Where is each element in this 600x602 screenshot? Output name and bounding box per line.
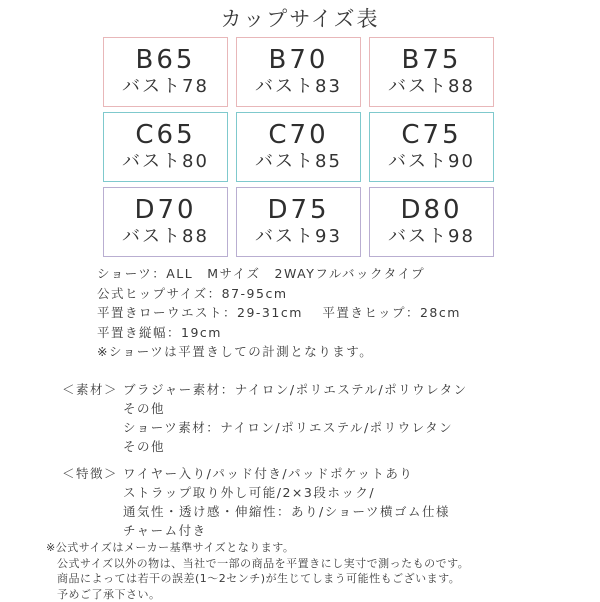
bust-size-label: バスト88 [388, 75, 475, 99]
spec-line: 公式ヒップサイズ：87-95cm [97, 284, 597, 304]
note-line: 公式サイズ以外の物は、当社で一部の商品を平置きにし実寸で測ったものです。 [46, 556, 596, 572]
materials-line: ブラジャー素材：ナイロン/ポリエステル/ポリウレタン [123, 380, 468, 399]
spec-line: ショーツ：ALL Mサイズ 2WAYフルバックタイプ [97, 264, 597, 284]
note-line: 商品によっては若干の誤差(1～2センチ)が生じてしまう可能性もございます。 [46, 571, 596, 587]
features-line: チャーム付き [123, 521, 450, 540]
bust-size-label: バスト98 [388, 225, 475, 249]
cup-size-label: B65 [136, 45, 196, 75]
features-line: ストラップ取り外し可能/2×3段ホック/ [123, 483, 450, 502]
size-cell-b75 [369, 37, 494, 107]
page-title: カップサイズ表 [0, 3, 600, 33]
materials-label: ＜素材＞ [62, 380, 123, 456]
materials-line: その他 [123, 399, 468, 418]
size-cell-b70 [236, 37, 361, 107]
size-cell-c65 [103, 112, 228, 182]
cup-size-chart [103, 37, 494, 257]
features-line: 通気性・透け感・伸縮性：あり/ショーツ横ゴム仕様 [123, 502, 450, 521]
bust-size-label: バスト80 [122, 150, 209, 174]
cup-size-label: C75 [401, 120, 461, 150]
cup-size-label: C70 [268, 120, 328, 150]
bust-size-label: バスト88 [122, 225, 209, 249]
size-cell-d80 [369, 187, 494, 257]
size-cell-c75 [369, 112, 494, 182]
shorts-specs [97, 264, 597, 362]
spec-line: 平置き縦幅：19cm [97, 323, 597, 343]
spec-line: ※ショーツは平置きしての計測となります。 [97, 342, 597, 362]
materials-line: その他 [123, 437, 468, 456]
note-line: ※公式サイズはメーカー基準サイズとなります。 [46, 540, 596, 556]
cup-size-label: D80 [400, 195, 462, 225]
size-cell-d70 [103, 187, 228, 257]
features-label: ＜特徴＞ [62, 464, 123, 540]
bust-size-label: バスト78 [122, 75, 209, 99]
features-line: ワイヤー入り/パッド付き/パッドポケットあり [123, 464, 450, 483]
size-notes [46, 540, 596, 602]
bust-size-label: バスト83 [255, 75, 342, 99]
note-line: 予めご了承下さい。 [46, 587, 596, 602]
cup-size-label: C65 [135, 120, 195, 150]
size-cell-b65 [103, 37, 228, 107]
materials-section [62, 380, 592, 456]
bust-size-label: バスト90 [388, 150, 475, 174]
features-section [62, 464, 592, 540]
cup-size-label: B75 [402, 45, 462, 75]
size-cell-d75 [236, 187, 361, 257]
bust-size-label: バスト85 [255, 150, 342, 174]
bust-size-label: バスト93 [255, 225, 342, 249]
spec-line: 平置きローウエスト：29-31cm 平置きヒップ：28cm [97, 303, 597, 323]
cup-size-label: D75 [267, 195, 329, 225]
materials-line: ショーツ素材：ナイロン/ポリエステル/ポリウレタン [123, 418, 468, 437]
cup-size-label: D70 [134, 195, 196, 225]
size-cell-c70 [236, 112, 361, 182]
cup-size-label: B70 [269, 45, 329, 75]
product-details [62, 380, 592, 540]
